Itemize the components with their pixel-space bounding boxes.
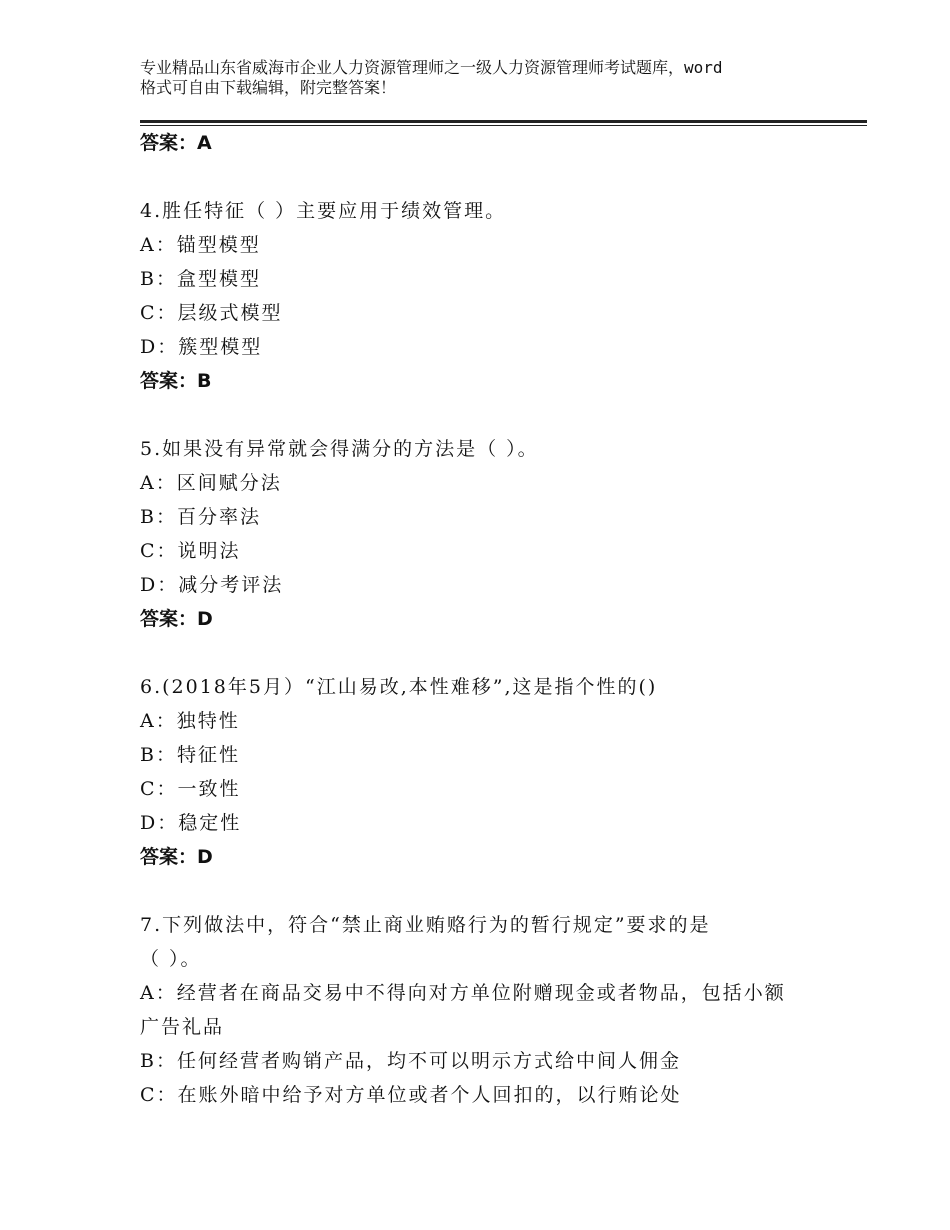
- question-7-option-a-line-1: A：经营者在商品交易中不得向对方单位附赠现金或者物品，包括小额: [140, 982, 786, 1004]
- question-6-option-c: C：一致性: [140, 778, 241, 800]
- question-6-option-d: D：稳定性: [140, 812, 242, 834]
- spacer: [140, 636, 840, 670]
- question-5-option-c: C：说明法: [140, 540, 241, 562]
- question-4-answer: 答案：B: [140, 370, 212, 392]
- header-rule-thick: [140, 120, 867, 123]
- header-line-1: 专业精品山东省威海市企业人力资源管理师之一级人力资源管理师考试题库，word: [140, 58, 723, 77]
- question-content: [140, 126, 840, 1112]
- question-6-option-a: A：独特性: [140, 710, 240, 732]
- question-5-option-a: A：区间赋分法: [140, 472, 282, 494]
- question-5-stem: 5.如果没有异常就会得满分的方法是（ ）。: [140, 438, 539, 460]
- question-5-option-b: B：百分率法: [140, 506, 261, 528]
- question-7-option-a-line-2: 广告礼品: [140, 1016, 225, 1038]
- question-6-answer: 答案：D: [140, 846, 213, 868]
- header-line-2: 格式可自由下载编辑，附完整答案！: [140, 78, 397, 97]
- question-4-option-c: C：层级式模型: [140, 302, 283, 324]
- spacer: [140, 160, 840, 194]
- question-4-option-d: D：簇型模型: [140, 336, 263, 358]
- question-7-stem-line-1: 7.下列做法中，符合“禁止商业贿赂行为的暂行规定”要求的是: [140, 914, 711, 936]
- question-7-stem-line-2: （ ）。: [140, 948, 202, 970]
- question-4-option-a: A：锚型模型: [140, 234, 261, 256]
- spacer: [140, 874, 840, 908]
- question-6-option-b: B：特征性: [140, 744, 240, 766]
- page-header: [140, 58, 840, 98]
- question-7-option-c: C：在账外暗中给予对方单位或者个人回扣的，以行贿论处: [140, 1084, 682, 1106]
- question-5-answer: 答案：D: [140, 608, 213, 630]
- question-4-stem: 4.胜任特征（ ）主要应用于绩效管理。: [140, 200, 507, 222]
- question-4-option-b: B：盒型模型: [140, 268, 261, 290]
- question-6-stem: 6.(2018年5月）“江山易改,本性难移”,这是指个性的(): [140, 676, 658, 698]
- previous-answer: 答案：A: [140, 132, 212, 154]
- spacer: [140, 398, 840, 432]
- question-5-option-d: D：减分考评法: [140, 574, 284, 596]
- question-7-option-b: B：任何经营者购销产品，均不可以明示方式给中间人佣金: [140, 1050, 681, 1072]
